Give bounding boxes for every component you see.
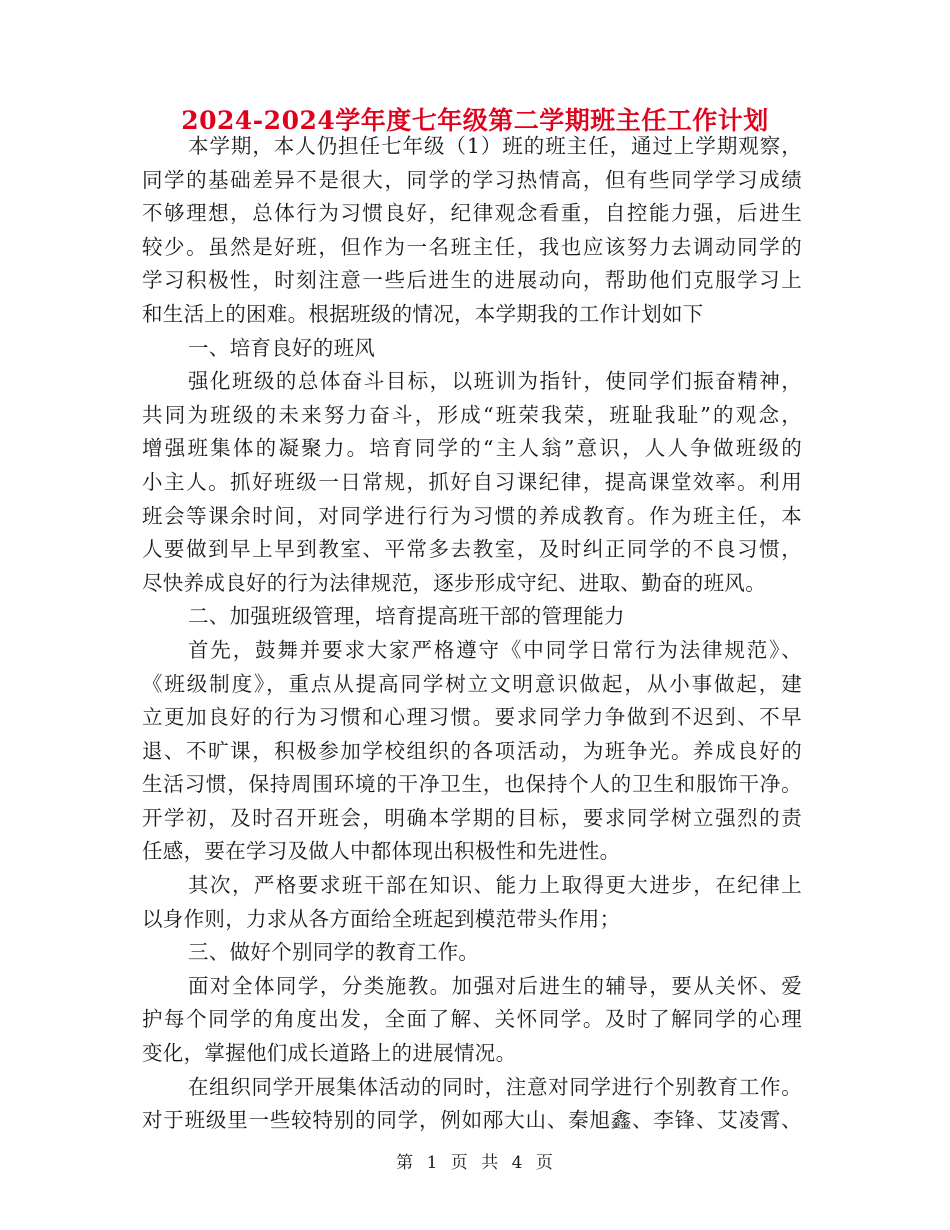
text-line: 首先，鼓舞并要求大家严格遵守《中同学日常行为法律规范》、: [188, 637, 802, 662]
text-line: 强化班级的总体奋斗目标，以班训为指针，使同学们振奋精神，: [188, 369, 802, 394]
text-line: 生活习惯，保持周围环境的干净卫生，也保持个人的卫生和服饰干净。: [142, 772, 802, 797]
text-line: 护每个同学的角度出发，全面了解、关怀同学。及时了解同学的心理: [142, 1007, 802, 1032]
text-line: 对于班级里一些较特别的同学，例如邴大山、秦旭鑫、李锋、艾凌霄、: [142, 1108, 802, 1133]
text-line: 增强班集体的凝聚力。培育同学的“主人翁”意识，人人争做班级的: [142, 436, 802, 461]
text-line: 面对全体同学，分类施教。加强对后进生的辅导，要从关怀、爱: [188, 973, 802, 998]
text-line: 小主人。抓好班级一日常规，抓好自习课纪律，提高课堂效率。利用: [142, 469, 802, 494]
text-line: 任感，要在学习及做人中都体现出积极性和先进性。: [142, 839, 621, 864]
text-line: 较少。虽然是好班，但作为一名班主任，我也应该努力去调动同学的: [142, 234, 802, 259]
document-body: [142, 130, 802, 1138]
text-line: 不够理想，总体行为习惯良好，纪律观念看重，自控能力强，后进生: [142, 201, 802, 226]
text-line: 和生活上的困难。根据班级的情况，本学期我的工作计划如下: [142, 301, 704, 326]
text-line: 变化，掌握他们成长道路上的进展情况。: [142, 1041, 517, 1066]
text-line: 尽快养成良好的行为法律规范，逐步形成守纪、进取、勤奋的班风。: [142, 570, 766, 595]
text-line: 二、加强班级管理，培育提高班干部的管理能力: [188, 604, 625, 629]
text-line: 其次，严格要求班干部在知识、能力上取得更大进步，在纪律上: [188, 873, 802, 898]
text-line: 开学初，及时召开班会，明确本学期的目标，要求同学树立强烈的责: [142, 805, 802, 830]
text-line: 本学期，本人仍担任七年级（1）班的班主任，通过上学期观察，: [188, 134, 802, 158]
text-line: 立更加良好的行为习惯和心理习惯。要求同学力争做到不迟到、不早: [142, 705, 802, 730]
text-line: 班会等课余时间，对同学进行行为习惯的养成教育。作为班主任，本: [142, 503, 802, 528]
text-line: 学习积极性，时刻注意一些后进生的进展动向，帮助他们克服学习上: [142, 268, 802, 293]
text-line: 同学的基础差异不是很大，同学的学习热情高，但有些同学学习成绩: [142, 167, 802, 192]
text-line: 一、培育良好的班风: [188, 335, 376, 360]
text-line: 三、做好个别同学的教育工作。: [188, 940, 480, 965]
page-footer: 第 1 页 共 4 页: [396, 1153, 554, 1173]
text-line: 以身作则，力求从各方面给全班起到模范带头作用；: [142, 906, 621, 931]
text-line: 人要做到早上早到教室、平常多去教室，及时纠正同学的不良习惯，: [142, 537, 802, 562]
text-line: 在组织同学开展集体活动的同时，注意对同学进行个别教育工作。: [188, 1074, 802, 1099]
document-title: 2024-2024学年度七年级第二学期班主任工作计划: [181, 106, 769, 135]
text-line: 退、不旷课，积极参加学校组织的各项活动，为班争光。养成良好的: [142, 738, 802, 763]
text-line: 共同为班级的未来努力奋斗，形成“班荣我荣，班耻我耻”的观念，: [142, 402, 802, 427]
text-line: 《班级制度》，重点从提高同学树立文明意识做起，从小事做起，建: [142, 671, 802, 696]
